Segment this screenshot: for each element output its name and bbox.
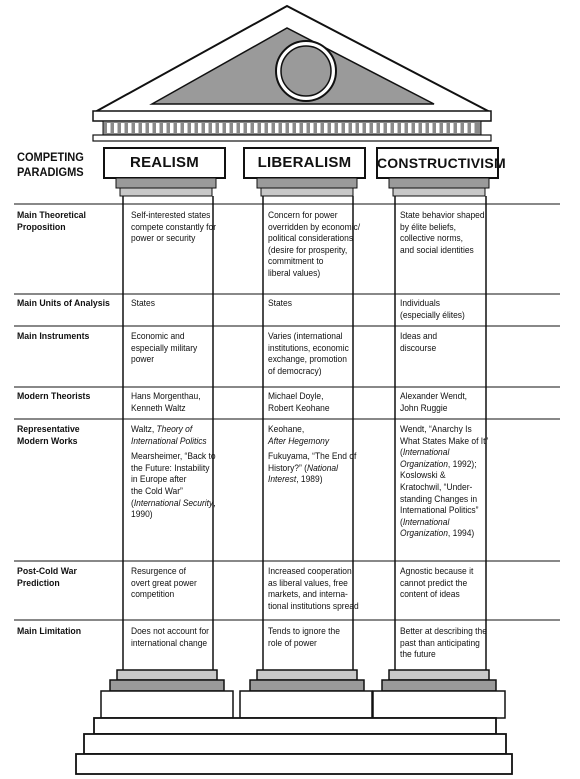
- title-line-1: COMPETING: [17, 150, 84, 164]
- cell-liberalism: Keohane, After Hegemony Fukuyama, “The End of History?” (National Interest, 1989): [268, 424, 357, 485]
- cell-liberalism: States: [268, 298, 292, 308]
- row-label: Post-Cold War Prediction: [17, 566, 77, 589]
- cell-realism: Self-interested states compete constantly for power or security: [131, 210, 217, 244]
- cell-realism: Does not account for international change: [131, 626, 209, 648]
- row-label: Main Limitation: [17, 626, 82, 637]
- cell-constructivism: State behavior shaped by élite beliefs, collective norms, and social identities: [400, 210, 485, 255]
- cell-liberalism: Tends to ignore the role of power: [268, 626, 340, 648]
- cell-realism: Economic and especially military power: [131, 331, 198, 365]
- row-label: Representative Modern Works: [17, 424, 80, 447]
- column-header-liberalism: LIBERALISM: [257, 154, 352, 171]
- row-label: Modern Theorists: [17, 391, 91, 402]
- steps: [76, 718, 512, 774]
- cell-realism: Resurgence of overt great power competition: [131, 566, 197, 600]
- cell-constructivism: Agnostic because it cannot predict the content of ideas: [400, 566, 474, 600]
- row-label: Main Theoretical Proposition: [17, 210, 86, 233]
- cell-liberalism: Concern for power overridden by economic/ political considerations (desire for prosperity, commitment to liberal values): [268, 210, 361, 278]
- cell-liberalism: Increased cooperation as liberal values, free markets, and interna- tional institutions spread: [268, 566, 359, 611]
- diagram-title: [17, 150, 84, 180]
- cell-realism: States: [131, 298, 155, 308]
- cell-constructivism: Wendt, “Anarchy Is What States Make of It” (International Organization, 1992); Koslowski & Kratochwil, “Under- standing Changes in International Politics” (International Organization, 1994): [400, 424, 489, 539]
- cell-realism: Waltz, Theory of International Politics Mearsheimer, “Back to the Future: Instability in Europe after the Cold War” (International Security, 1990): [131, 424, 216, 520]
- title-line-2: PARADIGMS: [17, 165, 84, 179]
- pediment: [95, 6, 490, 112]
- column-header-realism: REALISM: [130, 154, 199, 171]
- cell-constructivism: Ideas and discourse: [400, 331, 438, 353]
- cell-constructivism: Alexander Wendt, John Ruggie: [400, 391, 468, 413]
- cell-liberalism: Varies (international institutions, economic exchange, promotion of democracy): [268, 331, 349, 376]
- cell-constructivism: Individuals (especially élites): [400, 298, 465, 320]
- row-label: Main Instruments: [17, 331, 90, 342]
- cell-realism: Hans Morgenthau, Kenneth Waltz: [131, 391, 201, 413]
- cell-liberalism: Michael Doyle, Robert Keohane: [268, 391, 330, 413]
- column-bases: [101, 670, 505, 718]
- row-label: Main Units of Analysis: [17, 298, 110, 309]
- column-header-constructivism: CONSTRUCTIVISM: [377, 155, 506, 171]
- frieze: [93, 111, 491, 141]
- cell-constructivism: Better at describing the past than anticipating the future: [400, 626, 487, 660]
